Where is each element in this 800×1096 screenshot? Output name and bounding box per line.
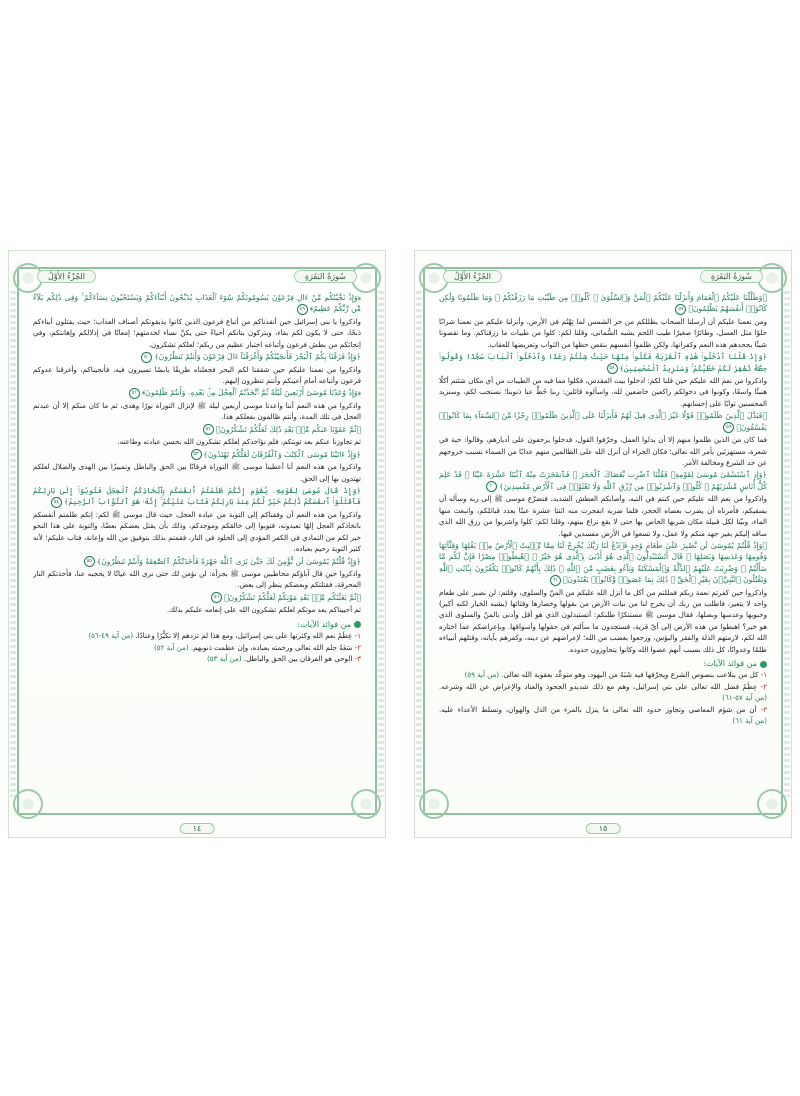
tafsir-paragraph: واذكروا من نعم الله عليكم حين قلنا لكم: ادخلوا بيت المقدس، فكلوا مما فيه من الطيبات من أي مكان شئتم أكلًا هنيئًا واسعًا، وكونوا في دخولكم راكعين خاضعين لله، واسألوه قائلين: ربنا حُطَّ عنا ذنوبنا؛ نستجب لكم، وسنزيد المحسنين ثوابًا على إحسانهم. [439,376,767,408]
benefits-heading [33,619,361,630]
page-frame [423,267,783,815]
verse-reference: (من آية ٦١) [732,716,767,726]
benefit-item [439,681,767,704]
benefit-item [439,669,767,680]
ayah-verse [33,592,361,604]
benefit-item [33,642,361,653]
ornament-border [10,291,16,797]
ayah-text: ﴿وَإِذْ ءَاتَيْنَا مُوسَى ٱلْكِتَٰبَ وَٱلْفُرْقَانَ لَعَلَّكُمْ تَهْتَدُونَ﴾ [203,449,361,459]
ayah-number: ٥٨ [607,363,618,374]
benefit-item [33,630,361,641]
tafsir-paragraph: واذكروا يا بني إسرائيل حين أنقذناكم من أتباع فرعون الذين كانوا يذيقونكم أصناف العذاب؛ حيث يقتلون أبناءكم ذبحًا، حتى لا يكون لكم بقاء، ويتركون بناتكم أحياءً حتى يكنَّ نساء لخدمتهم؛ إمعانًا في إذلالكم وإهانتكم، وفي إنجائكم من بطش فرعون وأتباعه اختبار عظيم من ربكم؛ لعلكم تشكرون. [33,316,361,349]
ayah-number: ٥٣ [191,449,202,460]
page-content [33,291,361,793]
tafsir-paragraph: ثم أحييناكم بعد موتكم لعلكم تشكرون الله على إنعامه عليكم بذلك. [166,605,361,615]
ayah-text: ﴿وَإِذْ قَالَ مُوسَىٰ لِقَوْمِهِۦ يَٰقَوْمِ إِنَّكُمْ ظَلَمْتُمْ أَنفُسَكُم بِٱتِّخَاذِكُمُ ٱلْعِجْلَ فَتُوبُوٓا۟ إِلَىٰ بَارِئِكُمْ فَٱقْتُلُوٓا۟ أَنفُسَكُمْ ذَٰلِكُمْ خَيْرٌ لَّكُمْ عِندَ بَارِئِكُمْ فَتَابَ عَلَيْكُمْ ۚ إِنَّهُۥ هُوَ ٱلتَّوَّابُ ٱلرَّحِيمُ﴾ [33,485,361,507]
ornament-border [416,291,422,797]
bullet-icon [354,621,361,628]
benefits-heading [439,658,767,669]
ayah-verse [33,424,361,436]
bullet-icon [760,661,767,668]
tafsir-paragraph: واذكروا من هذه النعم أن وفقناكم إلى التوبة من عبادة العجل، حيث قال موسى ﷺ لكم: إنكم ظلمتم أنفسكم باتخاذكم العجل إلهًا تعبدونه، فتوبوا إلى خالقكم وموجدكم، وذلك بأن يقتل بعضكم بعضًا، والتوبة على هذا النحو خير لكم من التمادي في الكفر المؤدي إلى الخلود في النار، فقمتم بذلك بتوفيق من الله وإعانة، فتاب عليكم؛ لأنه كثير التوبة رحيم بعباده. [33,509,361,554]
tafsir-paragraph: فما كان من الذين ظلموا منهم إلا أن بدلوا العمل، وحرّفوا القول، فدخلوا يزحفون على أدبارهم، وقالوا: حبة في شعرة، مستهزئين بأمر الله تعالى؛ فكان الجزاء أن أنزل الله على الظالمين منهم عذابًا من السماء بسبب خروجهم عن حد الشرع ومخالفة الأمر. [439,435,767,467]
corner-ornament-icon [419,789,449,819]
ayah-number: ٥٦ [211,592,222,603]
benefit-item [33,653,361,664]
ayah-text: ﴿وَإِذِ ٱسْتَسْقَىٰ مُوسَىٰ لِقَوْمِهِۦ فَقُلْنَا ٱضْرِب بِّعَصَاكَ ٱلْحَجَرَ ۖ فَٱنفَجَرَتْ مِنْهُ ٱثْنَتَا عَشْرَةَ عَيْنًا ۖ قَدْ عَلِمَ كُلُّ أُنَاسٍ مَّشْرَبَهُمْ ۖ كُلُوا۟ وَٱشْرَبُوا۟ مِن رِّزْقِ ٱللَّهِ وَلَا تَعْثَوْا۟ فِى ٱلْأَرْضِ مُفْسِدِينَ﴾ [439,470,767,491]
page-number: ١٤ [180,823,215,834]
benefits-heading-text: من فوائد الآيات: [703,659,757,669]
verse-reference: (من آية ٥٢) [153,642,189,652]
benefit-number: ١- [758,670,767,680]
page-content [439,291,767,793]
ayah-number: ٥٠ [141,352,152,363]
benefits-heading-text: من فوائد الآيات: [297,619,351,629]
benefit-text: أن من شؤم المعاصي وتجاوز حدود الله تعالى ما ينزل بالمرء من الذل والهوان، وتسلط الأعداء عليه. [439,704,757,714]
page-frame [17,267,377,815]
benefit-text: عِظَمُ نعم الله وكثرتها على بني إسرائيل، ومع هذا لم تزدهم إلا تكبُّرًا وعنادًا. [133,631,353,641]
ayah-verse [439,351,767,374]
ayah-text: ﴿ثُمَّ عَفَوْنَا عَنكُم مِّنۢ بَعْدِ ذَٰلِكَ لَعَلَّكُمْ تَشْكُرُونَ﴾ [215,424,361,434]
surah-label: سُورَةُ البَقَرَةِ [700,270,763,283]
juz-label: الجُزْءُ الأَوَّلُ [443,270,502,283]
tafsir-paragraph: واذكروا من نعم الله عليكم حين كنتم في التيه، وأصابكم العطش الشديد، فتضرّع موسى ﷺ إلى ربه وسأله أن يسقيكم، فأمرناه أن يضرب بعصاه الحجر، فلما ضربه انفجرت منه اثنتا عشرة عينًا بعدد قبائلكم، وانبعث منها الماء، وبيّنا لكل قبيلة مكان شربها الخاص بها حتى لا يقع نزاع بينهم، وقلنا لكم: كلوا واشربوا من رزق الله الذي ساقه إليكم بغير جهد منكم ولا عمل، ولا تسعوا في الأرض مفسدين فيها. [439,494,767,538]
tafsir-paragraph: واذكروا حين قال آباؤكم مخاطبين موسى ﷺ بجرأة: لن نؤمن لك حتى نرى الله عيانًا لا يحجبه عنا، فأخذتكم النار المحرقة، فقتلتكم وبعضكم ينظر إلى بعض. [33,569,361,590]
ayah-text: ﴿وَإِذْ فَرَقْنَا بِكُمُ ٱلْبَحْرَ فَأَنجَيْنَٰكُمْ وَأَغْرَقْنَآ ءَالَ فِرْعَوْنَ وَأَنتُمْ تَنظُرُونَ﴾ [154,352,361,362]
corner-ornament-icon [757,789,787,819]
ayah-text: ﴿وَإِذْ قُلْنَا ٱدْخُلُوا۟ هَٰذِهِ ٱلْقَرْيَةَ فَكُلُوا۟ مِنْهَا حَيْثُ شِئْتُمْ رَغَدًا وَٱدْخُلُوا۟ ٱلْبَابَ سُجَّدًا وَقُولُوا۟ حِطَّةٌ نَّغْفِرْ لَكُمْ خَطَٰيَٰكُمْ ۚ وَسَنَزِيدُ ٱلْمُحْسِنِينَ﴾ [439,352,767,373]
benefit-number: ٣- [352,653,361,663]
benefit-text: سَعَةُ حلم الله تعالى ورحمته بعباده، وإن عظمت ذنوبهم. [188,642,353,652]
ayah-text: ﴿وَإِذْ نَجَّيْنَٰكُم مِّنْ ءَالِ فِرْعَوْنَ يَسُومُونَكُمْ سُوٓءَ ٱلْعَذَابِ يُذَبِّحُونَ أَبْنَآءَكُمْ وَيَسْتَحْيُونَ نِسَآءَكُمْ ۚ وَفِى ذَٰلِكُم بَلَآءٌ مِّن رَّبِّكُمْ عَظِيمٌ﴾ [33,293,361,314]
benefit-number: ١- [352,631,361,641]
ayah-number: ٥٢ [203,424,214,435]
juz-label: الجُزْءُ الأَوَّلُ [37,270,96,283]
benefit-number: ٢- [352,642,361,652]
ayah-verse [33,556,361,568]
benefit-text: عِظَمُ فضل الله تعالى على بني إسرائيل، وهم مع ذلك شديدو الجحود والعناد والإعراض عن الله وشرعه. [439,681,758,691]
benefit-number: ٣- [756,704,767,714]
benefit-item [439,704,767,727]
tafsir-paragraph: واذكروا من هذه النعم أنا أعطينا موسى ﷺ التوراة فرقانًا بين الحق والباطل وتمييزًا بين الهدى والضلال لعلكم تهتدون بها إلى الحق. [33,462,361,483]
ayah-text: ﴿وَإِذْ وَٰعَدْنَا مُوسَىٰٓ أَرْبَعِينَ لَيْلَةً ثُمَّ ٱتَّخَذْتُمُ ٱلْعِجْلَ مِنۢ بَعْدِهِۦ وَأَنتُمْ ظَٰلِمُونَ﴾ [141,388,361,398]
ayah-text: ﴿وَإِذْ قُلْتُمْ يَٰمُوسَىٰ لَن نُّؤْمِنَ لَكَ حَتَّىٰ نَرَى ٱللَّهَ جَهْرَةً فَأَخَذَتْكُمُ ٱلصَّٰعِقَةُ وَأَنتُمْ تَنظُرُونَ﴾ [96,556,361,566]
ayah-text: ﴿وَظَلَّلْنَا عَلَيْكُمُ ٱلْغَمَامَ وَأَنزَلْنَا عَلَيْكُمُ ٱلْمَنَّ وَٱلسَّلْوَىٰ ۖ كُلُوا۟ مِن طَيِّبَٰتِ مَا رَزَقْنَٰكُمْ ۖ وَمَا ظَلَمُونَا وَلَٰكِن كَانُوٓا۟ أَنفُسَهُمْ يَظْلِمُونَ﴾ [439,293,767,314]
ayah-verse [33,292,361,315]
benefit-text: الوحي هو الفرقان بين الحق والباطل. [241,653,353,663]
ayah-text: ﴿فَبَدَّلَ ٱلَّذِينَ ظَلَمُوا۟ قَوْلًا غَيْرَ ٱلَّذِى قِيلَ لَهُمْ فَأَنزَلْنَا عَلَى ٱلَّذِينَ ظَلَمُوا۟ رِجْزًا مِّنَ ٱلسَّمَآءِ بِمَا كَانُوا۟ يَفْسُقُونَ﴾ [439,411,767,432]
ornament-border [784,291,790,797]
verse-reference: (من آية ٥٩) [464,670,500,680]
corner-ornament-icon [13,789,43,819]
surah-label: سُورَةُ البَقَرَةِ [294,270,357,283]
ayah-number: ٥١ [129,388,140,399]
ayah-number: ٥٥ [84,556,95,567]
benefit-number: ٢- [757,681,767,691]
verse-reference: (من آية ٤٩-٥٦) [88,631,134,641]
page-number: ١٥ [586,823,621,834]
ayah-verse [439,292,767,315]
page-header [37,267,357,285]
ayah-verse [33,387,361,399]
ayah-verse [33,351,361,363]
left-page [8,250,386,838]
ayah-number: ٥٤ [51,497,62,508]
ayah-number: ٦٠ [486,481,497,492]
tafsir-paragraph: واذكروا من نعمنا عليكم حين شققنا لكم البحر فجعلناه طريقًا يابسًا تسيرون فيه، فأنجيناكم، وأغرقنا عدوكم فرعون وأتباعه أمام أعينكم وأنتم تنظرون إليهم. [33,364,361,386]
right-page [414,250,792,838]
corner-ornament-icon [351,789,381,819]
ayah-number: ٦١ [550,575,561,586]
ayah-verse [33,449,361,461]
page-header [443,267,763,285]
verse-reference: (من آية ٥٧-٦١) [722,693,767,703]
ornament-border [378,291,384,797]
tafsir-paragraph: واذكروا حين كفرتم نعمة ربكم فمللتم من أكل ما أنزل الله عليكم من المنّ والسلوى، وقلتم: لن نصبر على طعام واحد لا يتغير، فاطلب من ربك أن يخرج لنا من نبات الأرض من بقولها وخضارها وقثائها (يشبه الخيار لكنه أكبر) وحبوبها وعدسها وبصلها، فقال موسى ﷺ مستنكرًا طلبكم: أتستبدلون الذي هو أقل وأدنى بالمنّ والسلوى الذي هو خير؟ اهبطوا من هذه الأرض إلى أيّ قرية، فستجدون ما سألتم في حقولها وأسواقها. وبإعراضكم عما اختاره الله لكم، لازمتهم الذلة والفقر والبؤس، ورجعوا بغضب من الله؛ لإعراضهم عن دينه، وكفرهم بآياته، وقتلهم أنبياءه ظلمًا وعدوانًا، كل ذلك بسبب أنهم عصوا الله وكانوا يتجاوزون حدوده. [439,587,767,654]
ayah-number: ٥٩ [723,422,734,433]
tafsir-paragraph: واذكروا من هذه النعم أننا واعدنا موسى أربعين ليلة ﷺ لإنزال التوراة نورًا وهدى، ثم ما كان منكم إلا أن عبدتم العجل في تلك المدة، وأنتم ظالمون بفعلكم هذا. [33,400,361,422]
ayah-number: ٥٧ [675,304,686,315]
ayah-text: ﴿ثُمَّ بَعَثْنَٰكُم مِّنۢ بَعْدِ مَوْتِكُمْ لَعَلَّكُمْ تَشْكُرُونَ﴾ [224,592,361,602]
tafsir-paragraph: ثم تجاوزنا عنكم بعد توبتكم، فلم نؤاخذكم لعلكم تشكرون الله بحسن عبادته وطاعته. [117,437,361,447]
ayah-verse [439,410,767,433]
ayah-number: ٤٩ [297,304,308,315]
benefit-text: كل من يتلاعب بنصوص الشرع ويحرّفها فيه شَبَهٌ من اليهود، وهو متوعَّد بعقوبة الله تعالى. [499,670,759,680]
ayah-verse [33,485,361,508]
verse-reference: (من آية ٥٣) [207,653,242,663]
ayah-verse [439,469,767,492]
tafsir-paragraph: ومن نعمنا عليكم أن أرسلنا السحاب يظللكم من حر الشمس لما تِهْتُم في الأرض، وأنزلنا عليكم من نعمنا شرابًا حلوًا مثل العسل، وطائرًا صغيرًا طيب اللحم يشبه السُّمانى، وقلنا لكم: كلوا من طيبات ما رزقناكم. وما نقصونا شيئًا بجحدهم هذه النعم وكفرانها، ولكن ظلموا أنفسهم بنقص حظها من الثواب وتعريضها للعقاب. [439,316,767,349]
ayah-verse [439,540,767,586]
ayah-text: ﴿وَإِذْ قُلْتُمْ يَٰمُوسَىٰ لَن نَّصْبِرَ عَلَىٰ طَعَامٍ وَٰحِدٍ فَٱدْعُ لَنَا رَبَّكَ يُخْرِجْ لَنَا مِمَّا تُنۢبِتُ ٱلْأَرْضُ مِنۢ بَقْلِهَا وَقِثَّآئِهَا وَفُومِهَا وَعَدَسِهَا وَبَصَلِهَا ۖ قَالَ أَتَسْتَبْدِلُونَ ٱلَّذِى هُوَ أَدْنَىٰ بِٱلَّذِى هُوَ خَيْرٌ ۚ ٱهْبِطُوا۟ مِصْرًا فَإِنَّ لَكُم مَّا سَأَلْتُمْ ۗ وَضُرِبَتْ عَلَيْهِمُ ٱلذِّلَّةُ وَٱلْمَسْكَنَةُ وَبَآءُو بِغَضَبٍ مِّنَ ٱللَّهِ ۗ ذَٰلِكَ بِأَنَّهُمْ كَانُوا۟ يَكْفُرُونَ بِـَٔايَٰتِ ٱللَّهِ وَيَقْتُلُونَ ٱلنَّبِيِّۦنَ بِغَيْرِ ٱلْحَقِّ ۗ ذَٰلِكَ بِمَا عَصَوا۟ وَّكَانُوا۟ يَعْتَدُونَ﴾ [439,540,767,585]
